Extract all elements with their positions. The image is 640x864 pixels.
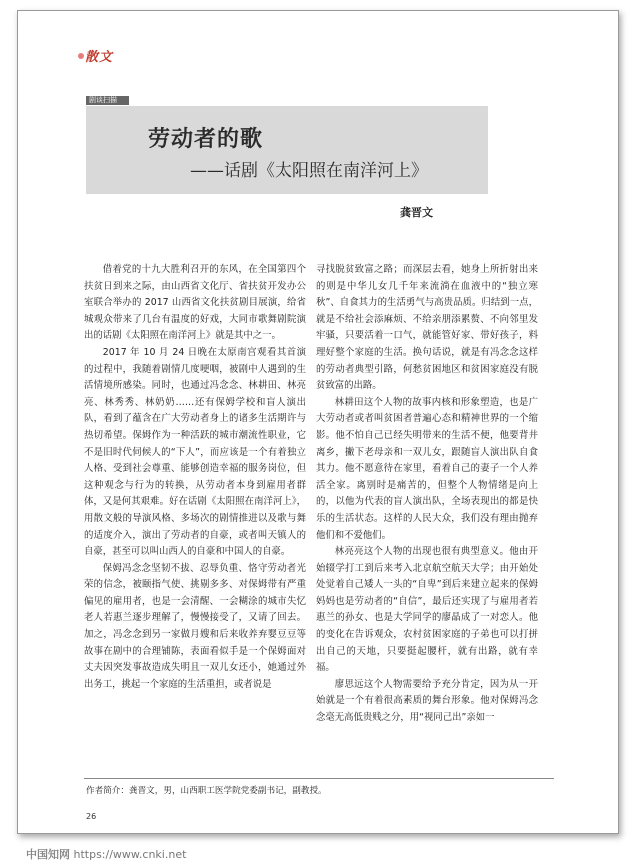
body-column-right: [316, 262, 538, 727]
article-title: 劳动者的歌: [148, 127, 264, 152]
watermark-brand: 中国知网: [26, 848, 70, 861]
paragraph: 寻找脱贫致富之路；而深层去看，她身上所折射出来的则是中华儿女几千年来流淌在血液中的“独立寒秋”、自食其力的生活勇气与高贵品质。归结到一点，就是不给社会添麻烦、不给亲朋添累赘、不向邻里发牢骚，只要活着一口气，就能管好家、带好孩子，料理好整个家庭的生活。换句话说，就是有冯念念这样的劳动者典型引路，何愁贫困地区和贫困家庭没有脱贫致富的出路。: [316, 264, 538, 392]
paragraph: 2017 年 10 月 24 日晚在太原南宫观看其首演的过程中，我随着剧情几度哽咽，被剧中人遇到的生活情境所感染。同时，也通过冯念念、林耕田、林亮亮、林秀秀、林奶奶……还有保姆学校和盲人演出队，看到了蕴含在广大劳动者身上的诸多生活期许与热切希望。保姆作为一种活跃的城市潮流性职业，它不是旧时代伺候人的“下人”，而应该是一个有着独立人格、受到社会尊重、能够创造幸福的服务岗位，但这种观念与行为的转换，从劳动者本身到雇用者群体，又是何其艰难。好在话剧《太阳照在南洋河上》，用散文般的导演风格、多场次的剧情推进以及歌与舞的适度介入，演出了劳动者的自豪，或者叫天镇人的自豪，甚至可以叫山西人的自豪和中国人的自豪。: [84, 346, 306, 558]
watermark-url[interactable]: https://www.cnki.net: [73, 848, 187, 861]
paragraph: 林耕田这个人物的故事内核和形象塑造，也是广大劳动者或者叫贫困者普遍心态和精神世界的一个缩影。他不怕自己已经失明带来的生活不便，他要背井离乡，撇下老母亲和一双儿女，跟随盲人演出队自食其力。他不愿意待在家里，看着自己的妻子一个人养活全家。离别时是痛苦的，但整个人物情绪是向上的，以他为代表的盲人演出队，全场表现出的都是快乐的生活状态。这样的人民大众，我们没有理由抛弃他们和不爱他们。: [316, 396, 538, 541]
column-logo: 散文: [85, 50, 114, 65]
footnote-divider: [84, 778, 554, 779]
logo-mark-icon: [78, 53, 84, 59]
paragraph: 借着党的十九大胜利召开的东风，在全国第四个扶贫日到来之际，由山西省文化厅、省扶贫开发办公室联合举办的 2017 山西省文化扶贫剧目展演，给省城观众带来了几台有温度的好戏，大同市歌舞剧院演出的话剧《太阳照在南洋河上》就是其中之一。: [84, 264, 306, 342]
body-column-left: [84, 262, 306, 693]
section-label: 剧谈扫描: [86, 96, 129, 105]
author-bio: 作者简介：龚晋文，男，山西职工医学院党委副书记，副教授。: [86, 786, 327, 796]
page-number: 26: [86, 812, 97, 821]
article-author: 龚晋文: [400, 206, 433, 219]
cnki-watermark: [26, 846, 186, 862]
paragraph: 保姆冯念念坚韧不拔、忍辱负重、恪守劳动者光荣的信念，被颐指气使、挑剔多多、对保姆带有严重偏见的雇用者，也是一会清醒、一会糊涂的城市失忆老人若惠兰逐步理解了，慢慢接受了，又请了回去。加之，冯念念到另一家做月嫂和后来收养弃婴豆豆等故事在剧中的合理铺陈，表面看似手是一个保姆面对丈夫因突发事故造成失明且一双儿女还小，她通过外出务工，挑起一个家庭的生活重担，或者说是: [84, 562, 306, 690]
article-subtitle: ——话剧《太阳照在南洋河上》: [190, 161, 428, 181]
paragraph: 林亮亮这个人物的出现也很有典型意义。他由开始辍学打工到后来考入北京航空航天大学；由开始处处觉着自己矮人一头的“自卑”到后来建立起来的保姆妈妈也是劳动者的“自信”，最后还实现了与雇用者若惠兰的孙女、也是大学同学的廖晶成了一对恋人。他的变化在告诉观众，农村贫困家庭的子弟也可以打拼出自己的天地，只要挺起腰杆，就有出路，就有幸福。: [316, 546, 538, 674]
paragraph: 廖思远这个人物需要给予充分肯定，因为从一开始就是一个有着很高素质的舞台形象。他对保姆冯念念毫无高低贵贱之分，用“视同己出”亲如一: [316, 678, 538, 724]
